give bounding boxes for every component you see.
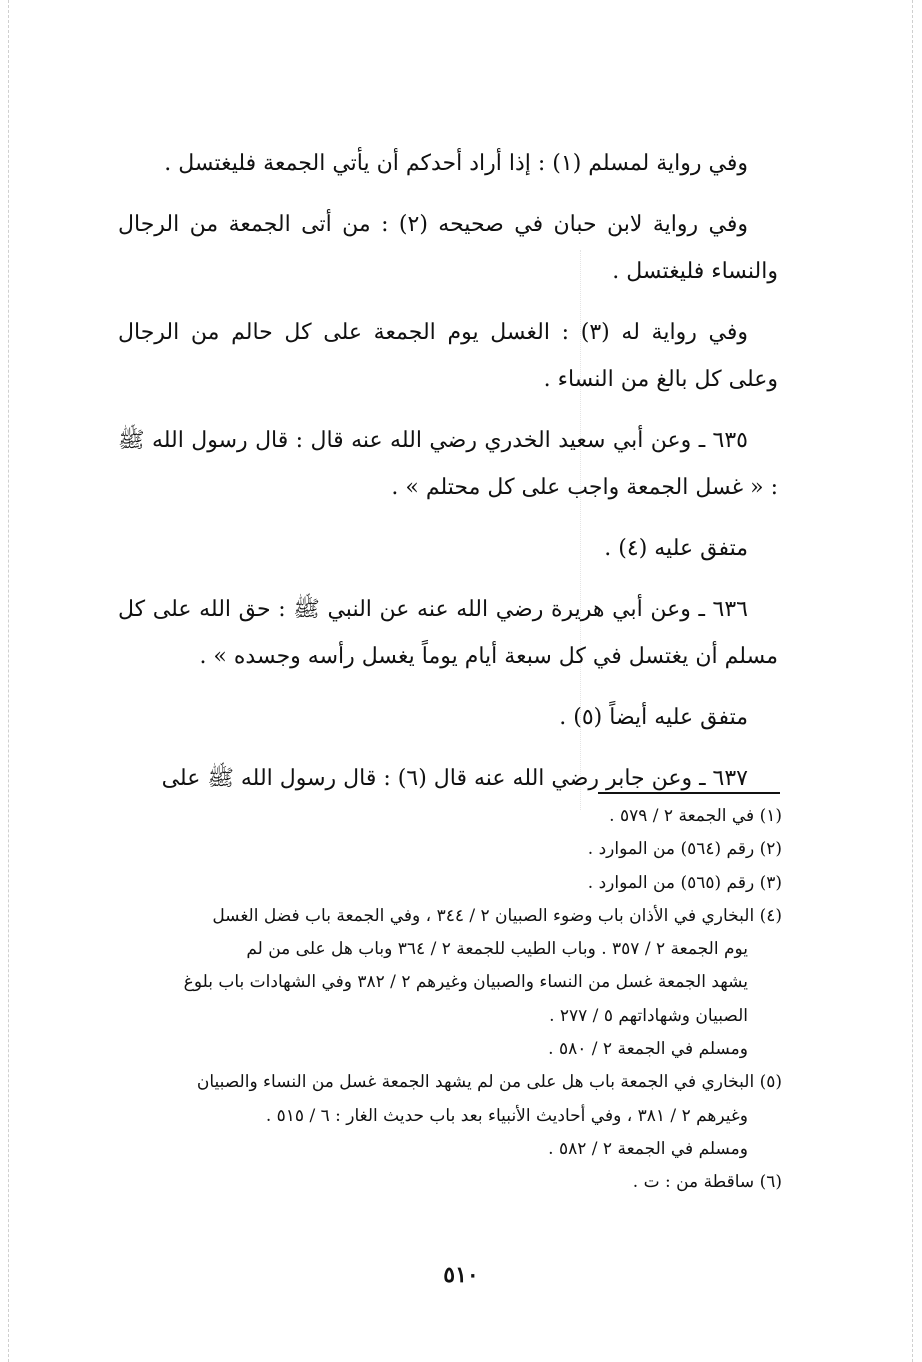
footnote-4-line-3: يشهد الجمعة غسل من النساء والصبيان وغيرهم ٢ / ٣٨٢ وفي الشهادات باب بلوغ xyxy=(183,972,748,993)
hadith-635-grading: متفق عليه (٤) . xyxy=(604,536,748,561)
page-number: ٥١٠ xyxy=(443,1262,479,1288)
paragraph-ibn-hibban-narration: وفي رواية لابن حبان في صحيحه (٢) : من أتى الجمعة من الرجال والنساء فليغتسل . xyxy=(118,212,778,284)
hadith-637: ٦٣٧ ـ وعن جابر رضي الله عنه قال (٦) : قال رسول الله ﷺ على xyxy=(161,766,748,791)
scan-edge-left xyxy=(8,0,9,1362)
main-text xyxy=(118,140,778,816)
scan-edge-right xyxy=(912,0,913,1362)
footnote-5-line-2: وغيرهم ٢ / ٣٨١ ، وفي أحاديث الأنبياء بعد باب حديث الغار : ٦ / ٥١٥ . xyxy=(265,1105,748,1126)
footnote-1-text: (١) في الجمعة ٢ / ٥٧٩ . xyxy=(609,806,782,826)
paragraph-muslim-narration: وفي رواية لمسلم (١) : إذا أراد أحدكم أن يأتي الجمعة فليغتسل . xyxy=(164,151,748,176)
hadith-636-grading: متفق عليه أيضاً (٥) . xyxy=(559,705,748,730)
footnote-4-line-4: الصبيان وشهاداتهم ٥ / ٢٧٧ . xyxy=(549,1005,748,1026)
footnote-separator xyxy=(598,792,780,794)
footnote-5-line-3: ومسلم في الجمعة ٢ / ٥٨٢ . xyxy=(548,1138,748,1159)
footnote-3 xyxy=(92,867,782,900)
footnote-5-text: (٥) البخاري في الجمعة باب هل على من لم يشهد الجمعة غسل من النساء والصبيان xyxy=(196,1072,782,1093)
footnote-5 xyxy=(92,1066,782,1166)
footnote-6 xyxy=(92,1166,782,1199)
footnote-4-line-2: يوم الجمعة ٢ / ٣٥٧ . وباب الطيب للجمعة ٢ / ٣٦٤ وباب هل على من لم xyxy=(246,939,748,960)
footnote-4 xyxy=(92,900,782,1066)
footnotes xyxy=(92,800,782,1200)
footnote-4-line-5: ومسلم في الجمعة ٢ / ٥٨٠ . xyxy=(548,1039,748,1060)
footnote-2-text: (٢) رقم (٥٦٤) من الموارد . xyxy=(587,839,782,860)
hadith-636: ٦٣٦ ـ وعن أبي هريرة رضي الله عنه عن النبي ﷺ : حق الله على كل مسلم أن يغتسل في كل سبعة أيام يوماً يغسل رأسه وجسده » . xyxy=(118,597,778,669)
footnote-6-text: (٦) ساقطة من : ت . xyxy=(632,1172,782,1193)
footnote-3-text: (٣) رقم (٥٦٥) من الموارد . xyxy=(587,872,782,893)
footnote-1 xyxy=(92,800,782,833)
footnote-2 xyxy=(92,833,782,866)
footnote-4-text: (٤) البخاري في الأذان باب وضوء الصبيان ٢ / ٣٤٤ ، وفي الجمعة باب فضل الغسل xyxy=(212,905,782,926)
hadith-635: ٦٣٥ ـ وعن أبي سعيد الخدري رضي الله عنه قال : قال رسول الله ﷺ : « غسل الجمعة واجب على كل محتلم » . xyxy=(118,428,778,500)
paragraph-ibn-hibban-second-narration: وفي رواية له (٣) : الغسل يوم الجمعة على كل حالم من الرجال وعلى كل بالغ من النساء . xyxy=(118,320,778,392)
